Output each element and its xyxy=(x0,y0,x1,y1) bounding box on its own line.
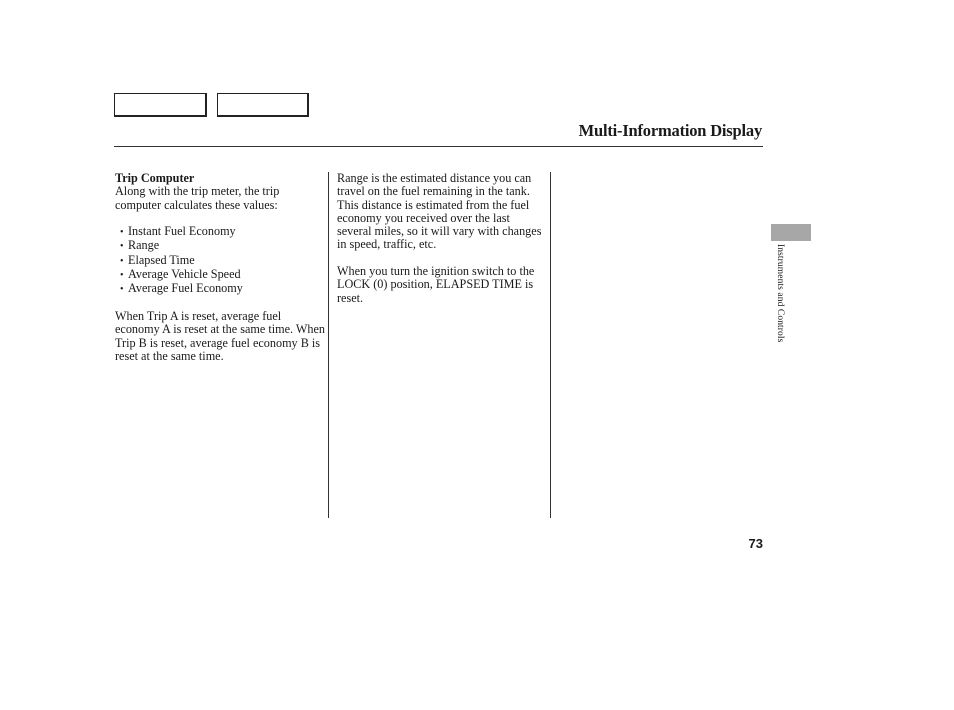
trip-values-list xyxy=(115,225,325,296)
column-divider xyxy=(328,172,329,518)
page-number: 73 xyxy=(748,536,763,551)
list-item: • Instant Fuel Economy xyxy=(115,225,325,239)
list-item: • Average Vehicle Speed xyxy=(115,268,325,282)
previous-page-button[interactable] xyxy=(114,93,207,117)
left-column xyxy=(115,172,325,363)
list-item: • Elapsed Time xyxy=(115,254,325,268)
section-heading: Trip Computer xyxy=(115,171,195,185)
title-divider xyxy=(114,146,763,147)
reset-paragraph: When Trip A is reset, average fuel economy A is reset at the same time. When Trip B is reset, average fuel economy B is reset at the same time. xyxy=(115,308,325,363)
section-label: Instruments and Controls xyxy=(775,244,785,343)
page-title: Multi-Information Display xyxy=(578,121,762,140)
range-paragraph: Range is the estimated distance you can travel on the fuel remaining in the tank. This distance is estimated from the fuel economy you received over the last several miles, so it will vary with changes in speed, traffic, etc. xyxy=(337,171,542,252)
column-divider xyxy=(550,172,551,518)
middle-column xyxy=(337,172,547,305)
section-tab xyxy=(771,224,811,241)
list-item: • Range xyxy=(115,239,325,253)
intro-paragraph: Along with the trip meter, the trip computer calculates these values: xyxy=(115,184,280,212)
next-page-button[interactable] xyxy=(217,93,309,117)
list-item: • Average Fuel Economy xyxy=(115,282,325,296)
ignition-paragraph: When you turn the ignition switch to the LOCK (0) position, ELAPSED TIME is reset. xyxy=(337,264,535,305)
